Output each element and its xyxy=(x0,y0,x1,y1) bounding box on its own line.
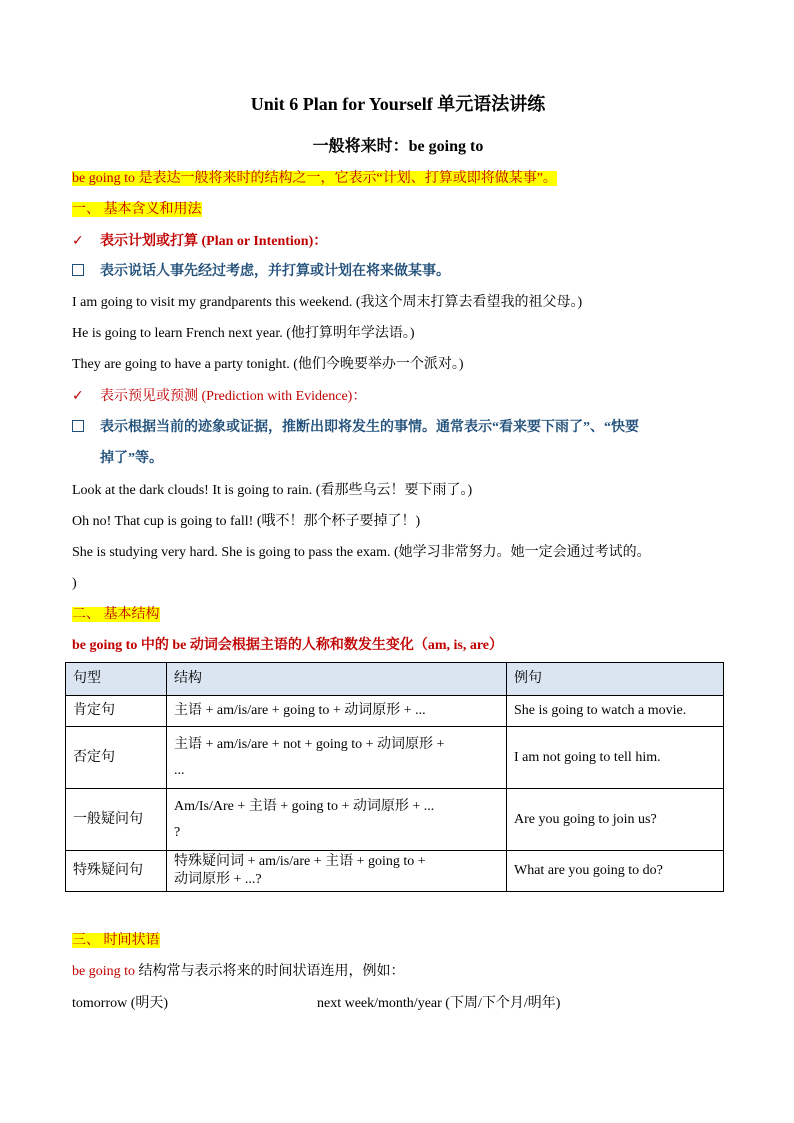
section3-heading: 三、 时间状语 xyxy=(72,933,160,948)
intro-paragraph xyxy=(72,169,557,189)
table-header: 句型 xyxy=(66,663,167,696)
usage1-example: I am going to visit my grandparents this weekend. (我这个周末打算去看望我的祖父母。) xyxy=(72,295,583,310)
time-adverbial-example-left: tomorrow (明天) xyxy=(72,996,169,1011)
usage2-example: She is studying very hard. She is going to pass the exam. (她学习非常努力。她一定会通过考试的。 xyxy=(72,545,651,560)
table-header: 结构 xyxy=(167,663,507,696)
section3-note-term: be going to xyxy=(72,964,135,979)
usage1-example: He is going to learn French next year. (他打算明年学法语。) xyxy=(72,326,415,341)
section1-heading: 一、 基本含义和用法 xyxy=(72,202,202,217)
table-cell-type: 否定句 xyxy=(66,727,167,789)
usage2-example: Look at the dark clouds! It is going to rain. (看那些乌云！要下雨了。) xyxy=(72,483,473,498)
table-cell-type: 特殊疑问句 xyxy=(66,851,167,892)
table-row xyxy=(66,696,724,727)
checkmark-icon: ✓ xyxy=(72,388,84,404)
table-cell-example: What are you going to do? xyxy=(507,851,724,892)
table-cell-structure: 特殊疑问词 + am/is/are + 主语 + going to + 动词原形 + ...? xyxy=(167,851,507,892)
usage2-example: Oh no! That cup is going to fall! (哦不！那个杯子要掉了！) xyxy=(72,514,421,529)
table-cell-structure: 主语 + am/is/are + going to + 动词原形 + ... xyxy=(167,696,507,727)
table-cell-example: Are you going to join us? xyxy=(507,789,724,851)
usage2-label: 表示预见或预测 (Prediction with Evidence)： xyxy=(100,389,367,404)
table-header-row xyxy=(66,663,724,696)
time-adverbial-example-right: next week/month/year (下周/下个月/明年) xyxy=(317,996,561,1011)
usage1-label: 表示计划或打算 (Plan or Intention)： xyxy=(100,234,328,249)
document-title: Unit 6 Plan for Yourself 单元语法讲练 xyxy=(250,94,546,114)
intro-text: 是表达一般将来时的结构之一，它表示“计划、打算或即将做某事”。 xyxy=(135,171,557,186)
section2-heading: 二、 基本结构 xyxy=(72,607,160,622)
table-cell-example: I am not going to tell him. xyxy=(507,727,724,789)
table-cell-type: 肯定句 xyxy=(66,696,167,727)
table-row xyxy=(66,851,724,892)
usage2-desc-row xyxy=(72,418,639,438)
usage2-desc-line1: 表示根据当前的迹象或证据，推断出即将发生的事情。通常表示“看来要下雨了”、“快要 xyxy=(100,420,639,435)
square-bullet-icon xyxy=(72,420,84,432)
usage1-desc: 表示说话人事先经过考虑，并打算或计划在将来做某事。 xyxy=(100,264,450,279)
checkmark-icon: ✓ xyxy=(72,233,84,249)
table-row xyxy=(66,727,724,789)
section2-note: be going to 中的 be 动词会根据主语的人称和数发生变化（am, is, are） xyxy=(72,638,504,653)
document-subtitle: 一般将来时：be going to xyxy=(312,138,484,155)
section3-note xyxy=(72,962,405,982)
table-row xyxy=(66,789,724,851)
table-cell-structure: Am/Is/Are + 主语 + going to + 动词原形 + ... ? xyxy=(167,789,507,851)
structure-table xyxy=(65,662,724,892)
intro-term: be going to xyxy=(72,171,135,186)
table-header: 例句 xyxy=(507,663,724,696)
table-cell-example: She is going to watch a movie. xyxy=(507,696,724,727)
usage2-label-row xyxy=(72,386,366,407)
section3-note-text: 结构常与表示将来的时间状语连用，例如： xyxy=(135,964,405,979)
table-cell-type: 一般疑问句 xyxy=(66,789,167,851)
square-bullet-icon xyxy=(72,264,84,276)
usage2-desc-line2: 掉了”等。 xyxy=(100,451,163,466)
table-cell-structure: 主语 + am/is/are + not + going to + 动词原形 + ... xyxy=(167,727,507,789)
usage2-example-continued: ) xyxy=(72,576,77,591)
usage1-example: They are going to have a party tonight. (他们今晚要举办一个派对。) xyxy=(72,357,464,372)
usage1-label-row xyxy=(72,231,327,252)
usage1-desc-row xyxy=(72,262,450,282)
